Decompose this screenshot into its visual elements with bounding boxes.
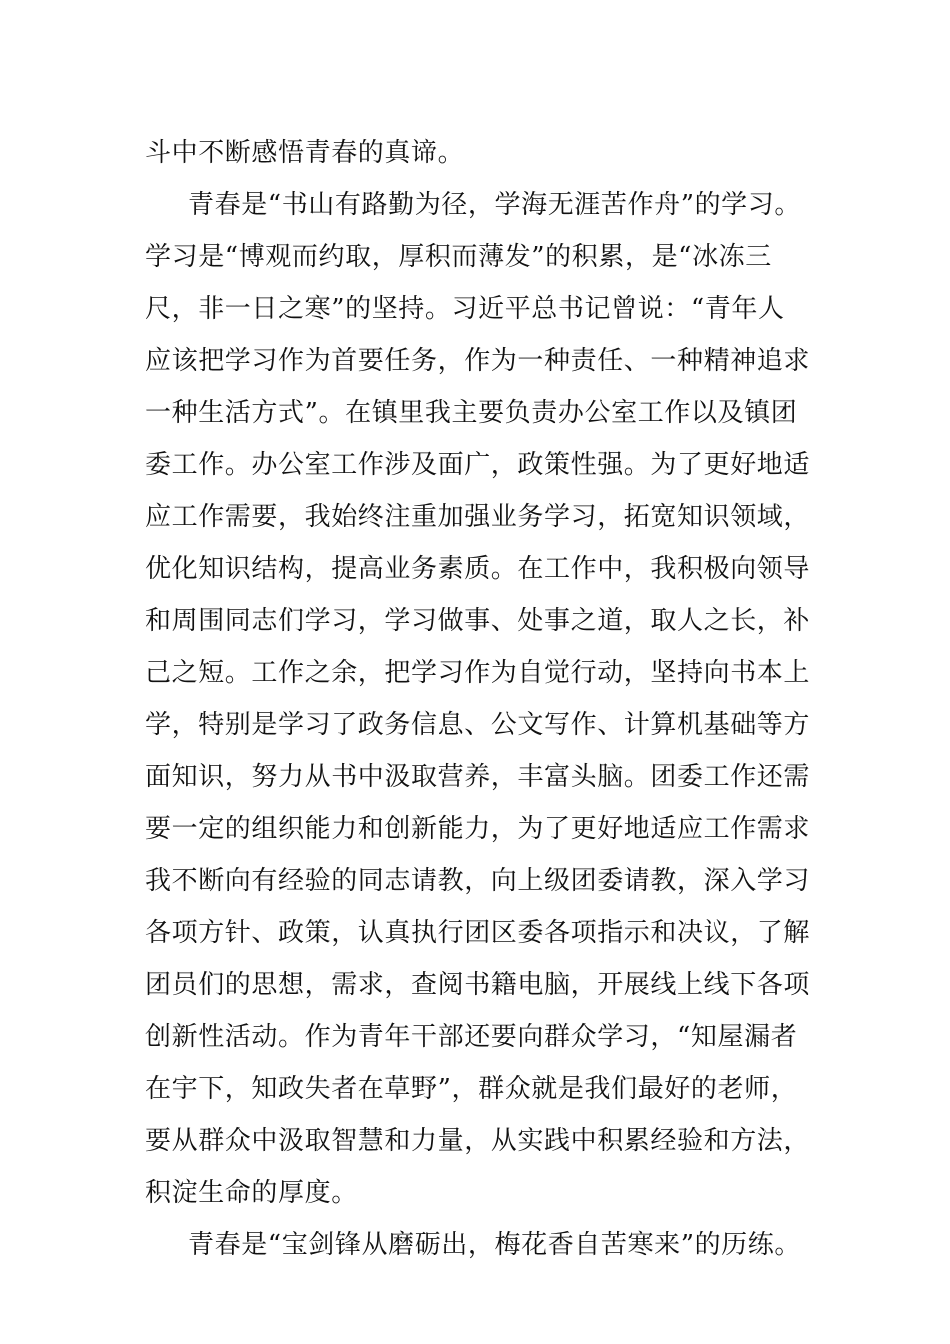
text-line: 和周围同志们学习，学习做事、处事之道，取人之长，补 <box>145 606 811 636</box>
text-line: 各项方针、政策，认真执行团区委各项指示和决议，了解 <box>145 918 811 948</box>
text-line: 应该把学习作为首要任务，作为一种责任、一种精神追求 <box>145 346 811 376</box>
text-line: 优化知识结构，提高业务素质。在工作中，我积极向领导 <box>145 554 811 584</box>
text-line: 在宇下，知政失者在草野”，群众就是我们最好的老师， <box>145 1074 798 1104</box>
text-line: 己之短。工作之余，把学习作为自觉行动，坚持向书本上 <box>145 658 811 688</box>
text-line: 要从群众中汲取智慧和力量，从实践中积累经验和方法， <box>145 1126 811 1156</box>
paragraph-start-line: 青春是“书山有路勤为径，学海无涯苦作舟”的学习。 <box>188 190 801 220</box>
text-line: 积淀生命的厚度。 <box>145 1178 358 1208</box>
text-line: 学，特别是学习了政务信息、公文写作、计算机基础等方 <box>145 710 811 740</box>
text-line: 一种生活方式”。在镇里我主要负责办公室工作以及镇团 <box>145 398 798 428</box>
text-line: 面知识，努力从书中汲取营养，丰富头脑。团委工作还需 <box>145 762 811 792</box>
text-line: 应工作需要，我始终注重加强业务学习，拓宽知识领域， <box>145 502 811 532</box>
text-line: 要一定的组织能力和创新能力，为了更好地适应工作需求 <box>145 814 811 844</box>
paragraph-start-line: 青春是“宝剑锋从磨砺出，梅花香自苦寒来”的历练。 <box>188 1230 801 1260</box>
text-line: 团员们的思想，需求，查阅书籍电脑，开展线上线下各项 <box>145 970 811 1000</box>
text-line: 学习是“博观而约取，厚积而薄发”的积累，是“冰冻三 <box>145 242 772 272</box>
text-line: 斗中不断感悟青春的真谛。 <box>145 138 465 168</box>
text-line: 我不断向有经验的同志请教，向上级团委请教，深入学习 <box>145 866 811 896</box>
text-line: 委工作。办公室工作涉及面广，政策性强。为了更好地适 <box>145 450 811 480</box>
text-line: 尺，非一日之寒”的坚持。习近平总书记曾说：“青年人 <box>145 294 785 324</box>
text-line: 创新性活动。作为青年干部还要向群众学习，“知屋漏者 <box>145 1022 798 1052</box>
